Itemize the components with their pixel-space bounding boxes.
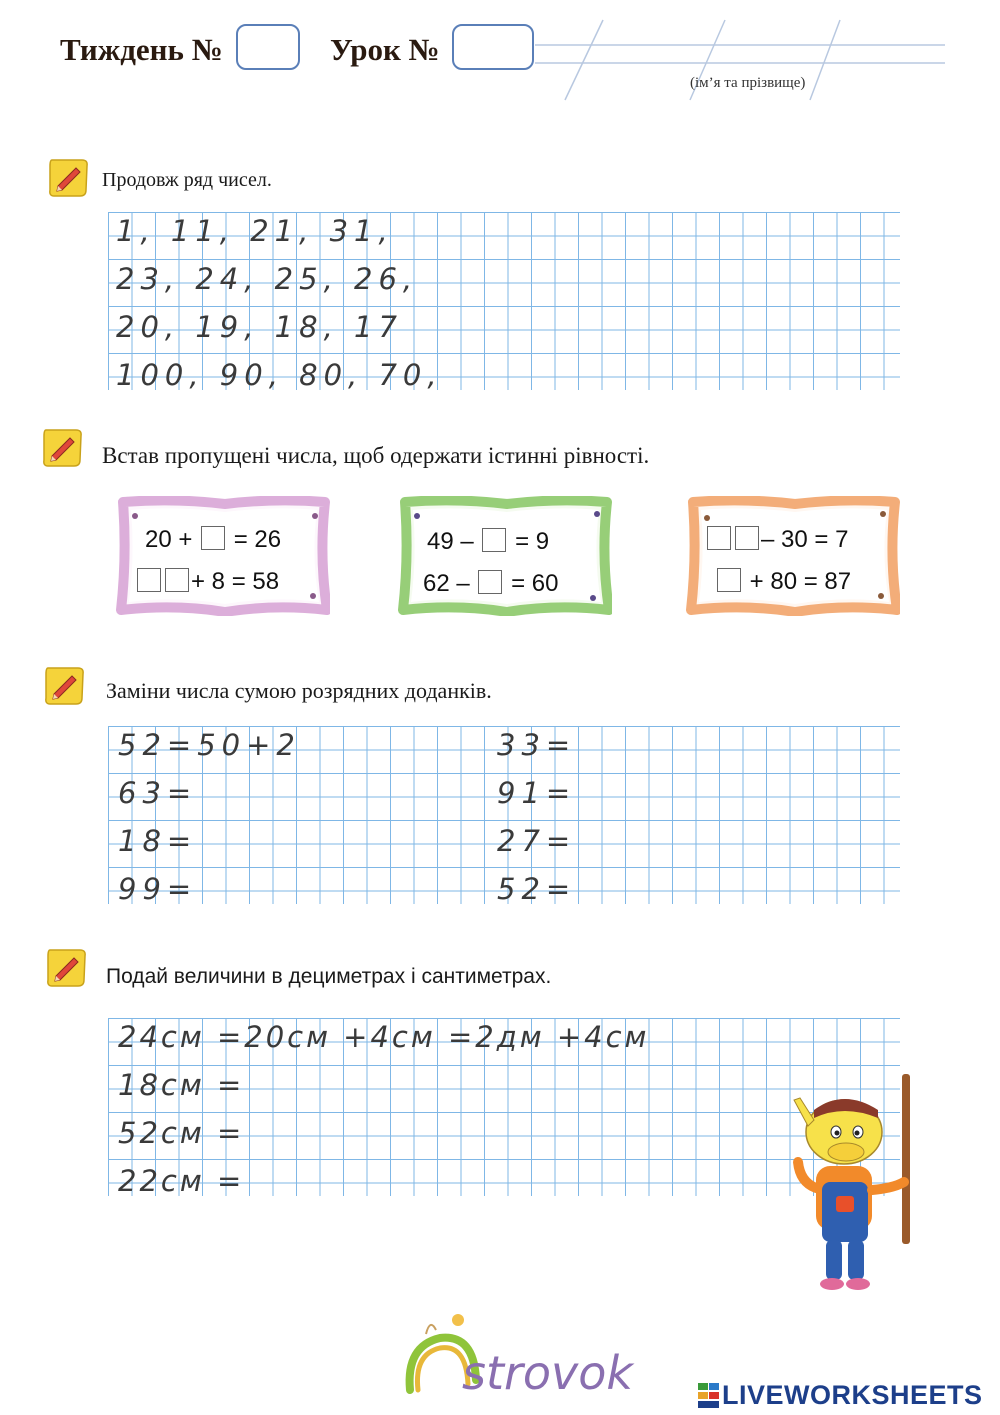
equation-card [397, 496, 612, 616]
eq-right: + 8 = 58 [191, 568, 280, 595]
equation-card [685, 496, 900, 616]
task1-row: 20, 19, 18, 17 [116, 310, 403, 344]
task1-row: 1, 11, 21, 31, [116, 214, 394, 248]
name-input[interactable] [540, 38, 944, 64]
eq-left: 62 – [423, 570, 470, 597]
task1-title: Продовж ряд чисел. [102, 169, 272, 191]
name-caption: (ім’я та прізвище) [690, 75, 806, 91]
task3-left-row: 63= [118, 776, 198, 810]
lesson-number-input[interactable] [452, 24, 534, 70]
eq-right: = 26 [233, 526, 282, 553]
ostrovok-wordmark: strovok [462, 1346, 634, 1400]
pencil-icon [44, 946, 88, 990]
pencil-icon [42, 664, 86, 708]
task3-right-row: 91= [497, 776, 577, 810]
answer-box[interactable] [165, 568, 189, 592]
task3-right-row: 27= [497, 824, 577, 858]
task4-row: 52см = [118, 1116, 245, 1150]
task4-row: 22см = [118, 1164, 245, 1198]
eq-left: 20 + [145, 526, 193, 553]
task3-left-row: 52=50+2 [118, 728, 301, 762]
answer-box[interactable] [478, 570, 502, 594]
week-label: Тиждень № [60, 32, 223, 67]
task4-title: Подай величини в дециметрах і сантиметрах. [106, 965, 552, 988]
task1-row: 100, 90, 80, 70, [116, 358, 443, 392]
task4-row: 24см =20см +4см =2дм +4см [118, 1020, 650, 1054]
liveworksheets-brand: LIVEWORKSHEETS [722, 1380, 983, 1410]
card-frame [115, 496, 330, 616]
pencil-icon [40, 426, 84, 470]
task3-right-row: 33= [497, 728, 577, 762]
card-frame [685, 496, 900, 616]
task4-row: 18см = [118, 1068, 245, 1102]
pencil-icon [46, 156, 90, 200]
answer-box[interactable] [735, 526, 759, 550]
answer-box[interactable] [201, 526, 225, 550]
eq-right: = 60 [511, 570, 559, 597]
answer-box[interactable] [137, 568, 161, 592]
eq-right: + 80 = 87 [749, 568, 852, 595]
card-frame [397, 496, 612, 616]
answer-box[interactable] [707, 526, 731, 550]
liveworksheets-icon [698, 1383, 720, 1409]
task3-right-row: 52= [497, 872, 577, 906]
task1-row: 23, 24, 25, 26, [116, 262, 419, 296]
task3-title: Заміни числа сумою розрядних доданків. [106, 678, 492, 703]
task2-title: Встав пропущені числа, щоб одержати істинні рівності. [102, 443, 650, 468]
week-number-input[interactable] [236, 24, 300, 70]
mascot-illustration [786, 1070, 926, 1310]
lesson-label: Урок № [330, 32, 440, 67]
eq-right: – 30 = 7 [761, 526, 849, 553]
answer-box[interactable] [482, 528, 506, 552]
eq-left: 49 – [427, 528, 474, 555]
equation-card [115, 496, 330, 616]
task3-left-row: 99= [118, 872, 198, 906]
eq-right: = 9 [515, 528, 550, 555]
answer-box[interactable] [717, 568, 741, 592]
task3-left-row: 18= [118, 824, 198, 858]
